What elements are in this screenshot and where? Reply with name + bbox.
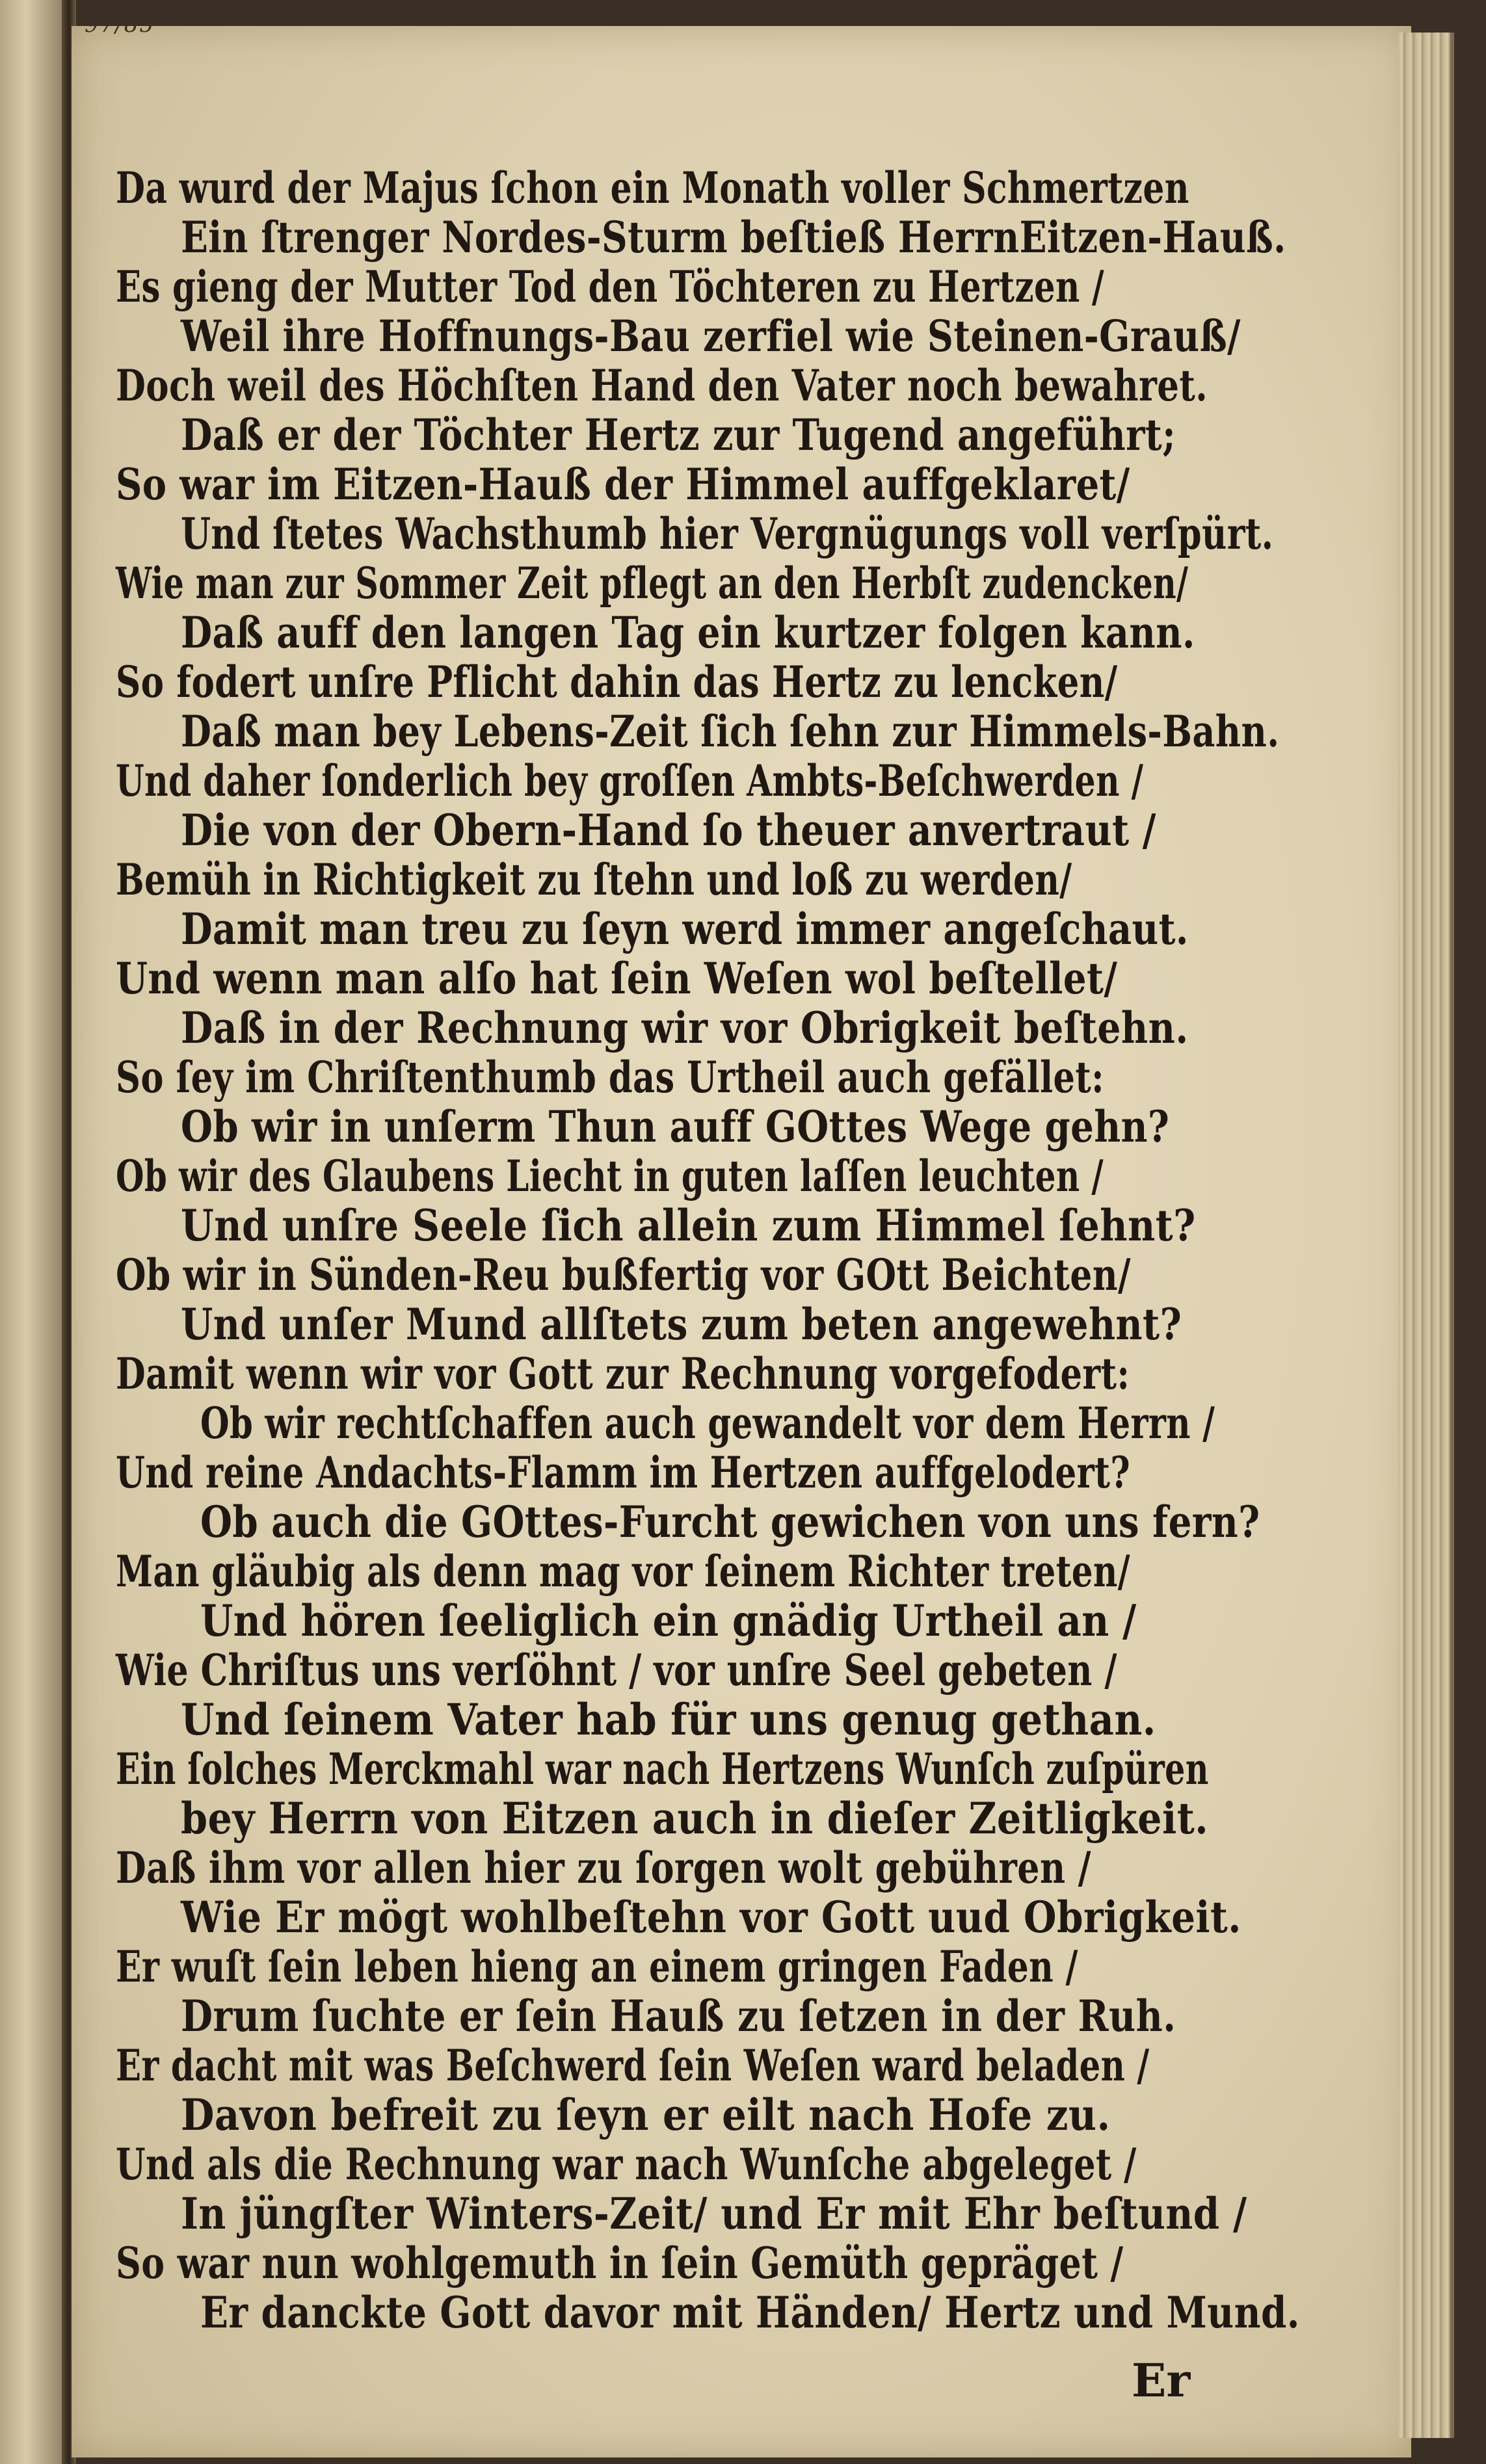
poem-line: So ſey im Chriſtenthumb das Urtheil auch gefället: (116, 1052, 1104, 1103)
poem-line: Daß in der Rechnung wir vor Obrigkeit beſtehn. (181, 1003, 1189, 1053)
poem-line: Und wenn man alſo hat ſein Weſen wol beſtellet/ (116, 953, 1118, 1004)
poem-line: Und unſre Seele ſich allein zum Himmel ſehnt? (181, 1200, 1196, 1251)
poem-line: Daß man bey Lebens-Zeit ſich ſehn zur Himmels-Bahn. (181, 706, 1280, 757)
poem-line: Daß auff den langen Tag ein kurtzer folgen kann. (181, 607, 1195, 658)
poem-line: Er dacht mit was Beſchwerd ſein Weſen ward beladen / (116, 2040, 1150, 2091)
page-reference: 97/85 (85, 12, 155, 38)
poem-line: Er danckte Gott davor mit Händen/ Hertz und Mund. (200, 2287, 1300, 2338)
poem-line: Weil ihre Hoffnungs-Bau zerfiel wie Steinen-Grauß/ (181, 311, 1241, 361)
poem-line: So war nun wohlgemuth in ſein Gemüth gepräget / (116, 2238, 1124, 2288)
poem-line: Ob wir in Sünden-Reu bußfertig vor GOtt Beichten/ (116, 1250, 1131, 1300)
poem-line: Daß ihm vor allen hier zu ſorgen wolt gebühren / (116, 1842, 1091, 1893)
facing-page-edge (0, 0, 65, 2464)
poem-line: Wie man zur Sommer Zeit pflegt an den Herbſt zudencken/ (116, 558, 1189, 609)
poem-line: Und hören ſeeliglich ein gnädig Urtheil an / (200, 1595, 1137, 1646)
poem-line: Wie Er mögt wohlbeſtehn vor Gott uud Obrigkeit. (181, 1892, 1241, 1943)
poem-line: Ob wir in unſerm Thun auff GOttes Wege gehn? (181, 1101, 1170, 1152)
poem-line: bey Herrn von Eitzen auch in dieſer Zeitligkeit. (181, 1793, 1209, 1844)
poem-line: Er wuſt ſein leben hieng an einem gringen Faden / (116, 1941, 1078, 1992)
poem-line: Ein ſtrenger Nordes-Sturm beſtieß HerrnEitzen-Hauß. (181, 212, 1286, 263)
poem-line: Man gläubig als denn mag vor ſeinem Richter treten/ (116, 1546, 1130, 1597)
poem-line: Und daher ſonderlich bey groſſen Ambts-Beſchwerden / (116, 755, 1144, 806)
poem-line: Doch weil des Höchſten Hand den Vater noch bewahret. (116, 360, 1208, 411)
poem-line: Und reine Andachts-Flamm im Hertzen auffgelodert? (116, 1447, 1130, 1498)
poem-line: Ob wir des Glaubens Liecht in guten laſſen leuchten / (116, 1151, 1104, 1201)
poem-line: Und unſer Mund allſtets zum beten angewehnt? (181, 1299, 1182, 1350)
catchword: Er (1132, 2353, 1191, 2407)
poem-line: Ob wir rechtſchaffen auch gewandelt vor dem Herrn / (200, 1398, 1215, 1448)
poem-line: In jüngſter Winters-Zeit/ und Er mit Ehr beſtund / (181, 2188, 1247, 2239)
poem-line: So war im Eitzen-Hauß der Himmel auffgeklaret/ (116, 459, 1130, 510)
poem-line: Wie Chriſtus uns verſöhnt / vor unſre Seel gebeten / (116, 1645, 1117, 1696)
poem-line: Drum ſuchte er ſein Hauß zu ſetzen in der Ruh. (181, 1991, 1176, 2041)
poem-line: Es gieng der Mutter Tod den Töchteren zu Hertzen / (116, 261, 1105, 312)
poem-line: Und ſtetes Wachsthumb hier Vergnügungs voll verſpürt. (181, 508, 1274, 559)
poem-line: Ein ſolches Merckmahl war nach Hertzens Wunſch zuſpüren (116, 1744, 1209, 1794)
poem-line: Davon befreit zu ſeyn er eilt nach Hofe zu. (181, 2090, 1111, 2140)
poem-line: Daß er der Töchter Hertz zur Tugend angeführt; (181, 410, 1176, 460)
poem-line: Und ſeinem Vater hab für uns genug gethan. (181, 1694, 1156, 1745)
poem-line: So fodert unſre Pflicht dahin das Hertz zu lencken/ (116, 657, 1118, 707)
poem-line: Damit wenn wir vor Gott zur Rechnung vorgefodert: (116, 1348, 1130, 1399)
poem-line: Bemüh in Richtigkeit zu ſtehn und loß zu werden/ (116, 854, 1072, 905)
poem-line: Und als die Rechnung war nach Wunſche abgeleget / (116, 2139, 1137, 2190)
poem-line: Da wurd der Majus ſchon ein Monath voller Schmertzen (116, 163, 1189, 213)
page-edges (1398, 33, 1454, 2438)
poem-line: Die von der Obern-Hand ſo theuer anvertraut / (181, 805, 1156, 856)
poem-line: Damit man treu zu ſeyn werd immer angeſchaut. (181, 904, 1189, 954)
poem-line: Ob auch die GOttes-Furcht gewichen von uns fern? (200, 1497, 1260, 1547)
